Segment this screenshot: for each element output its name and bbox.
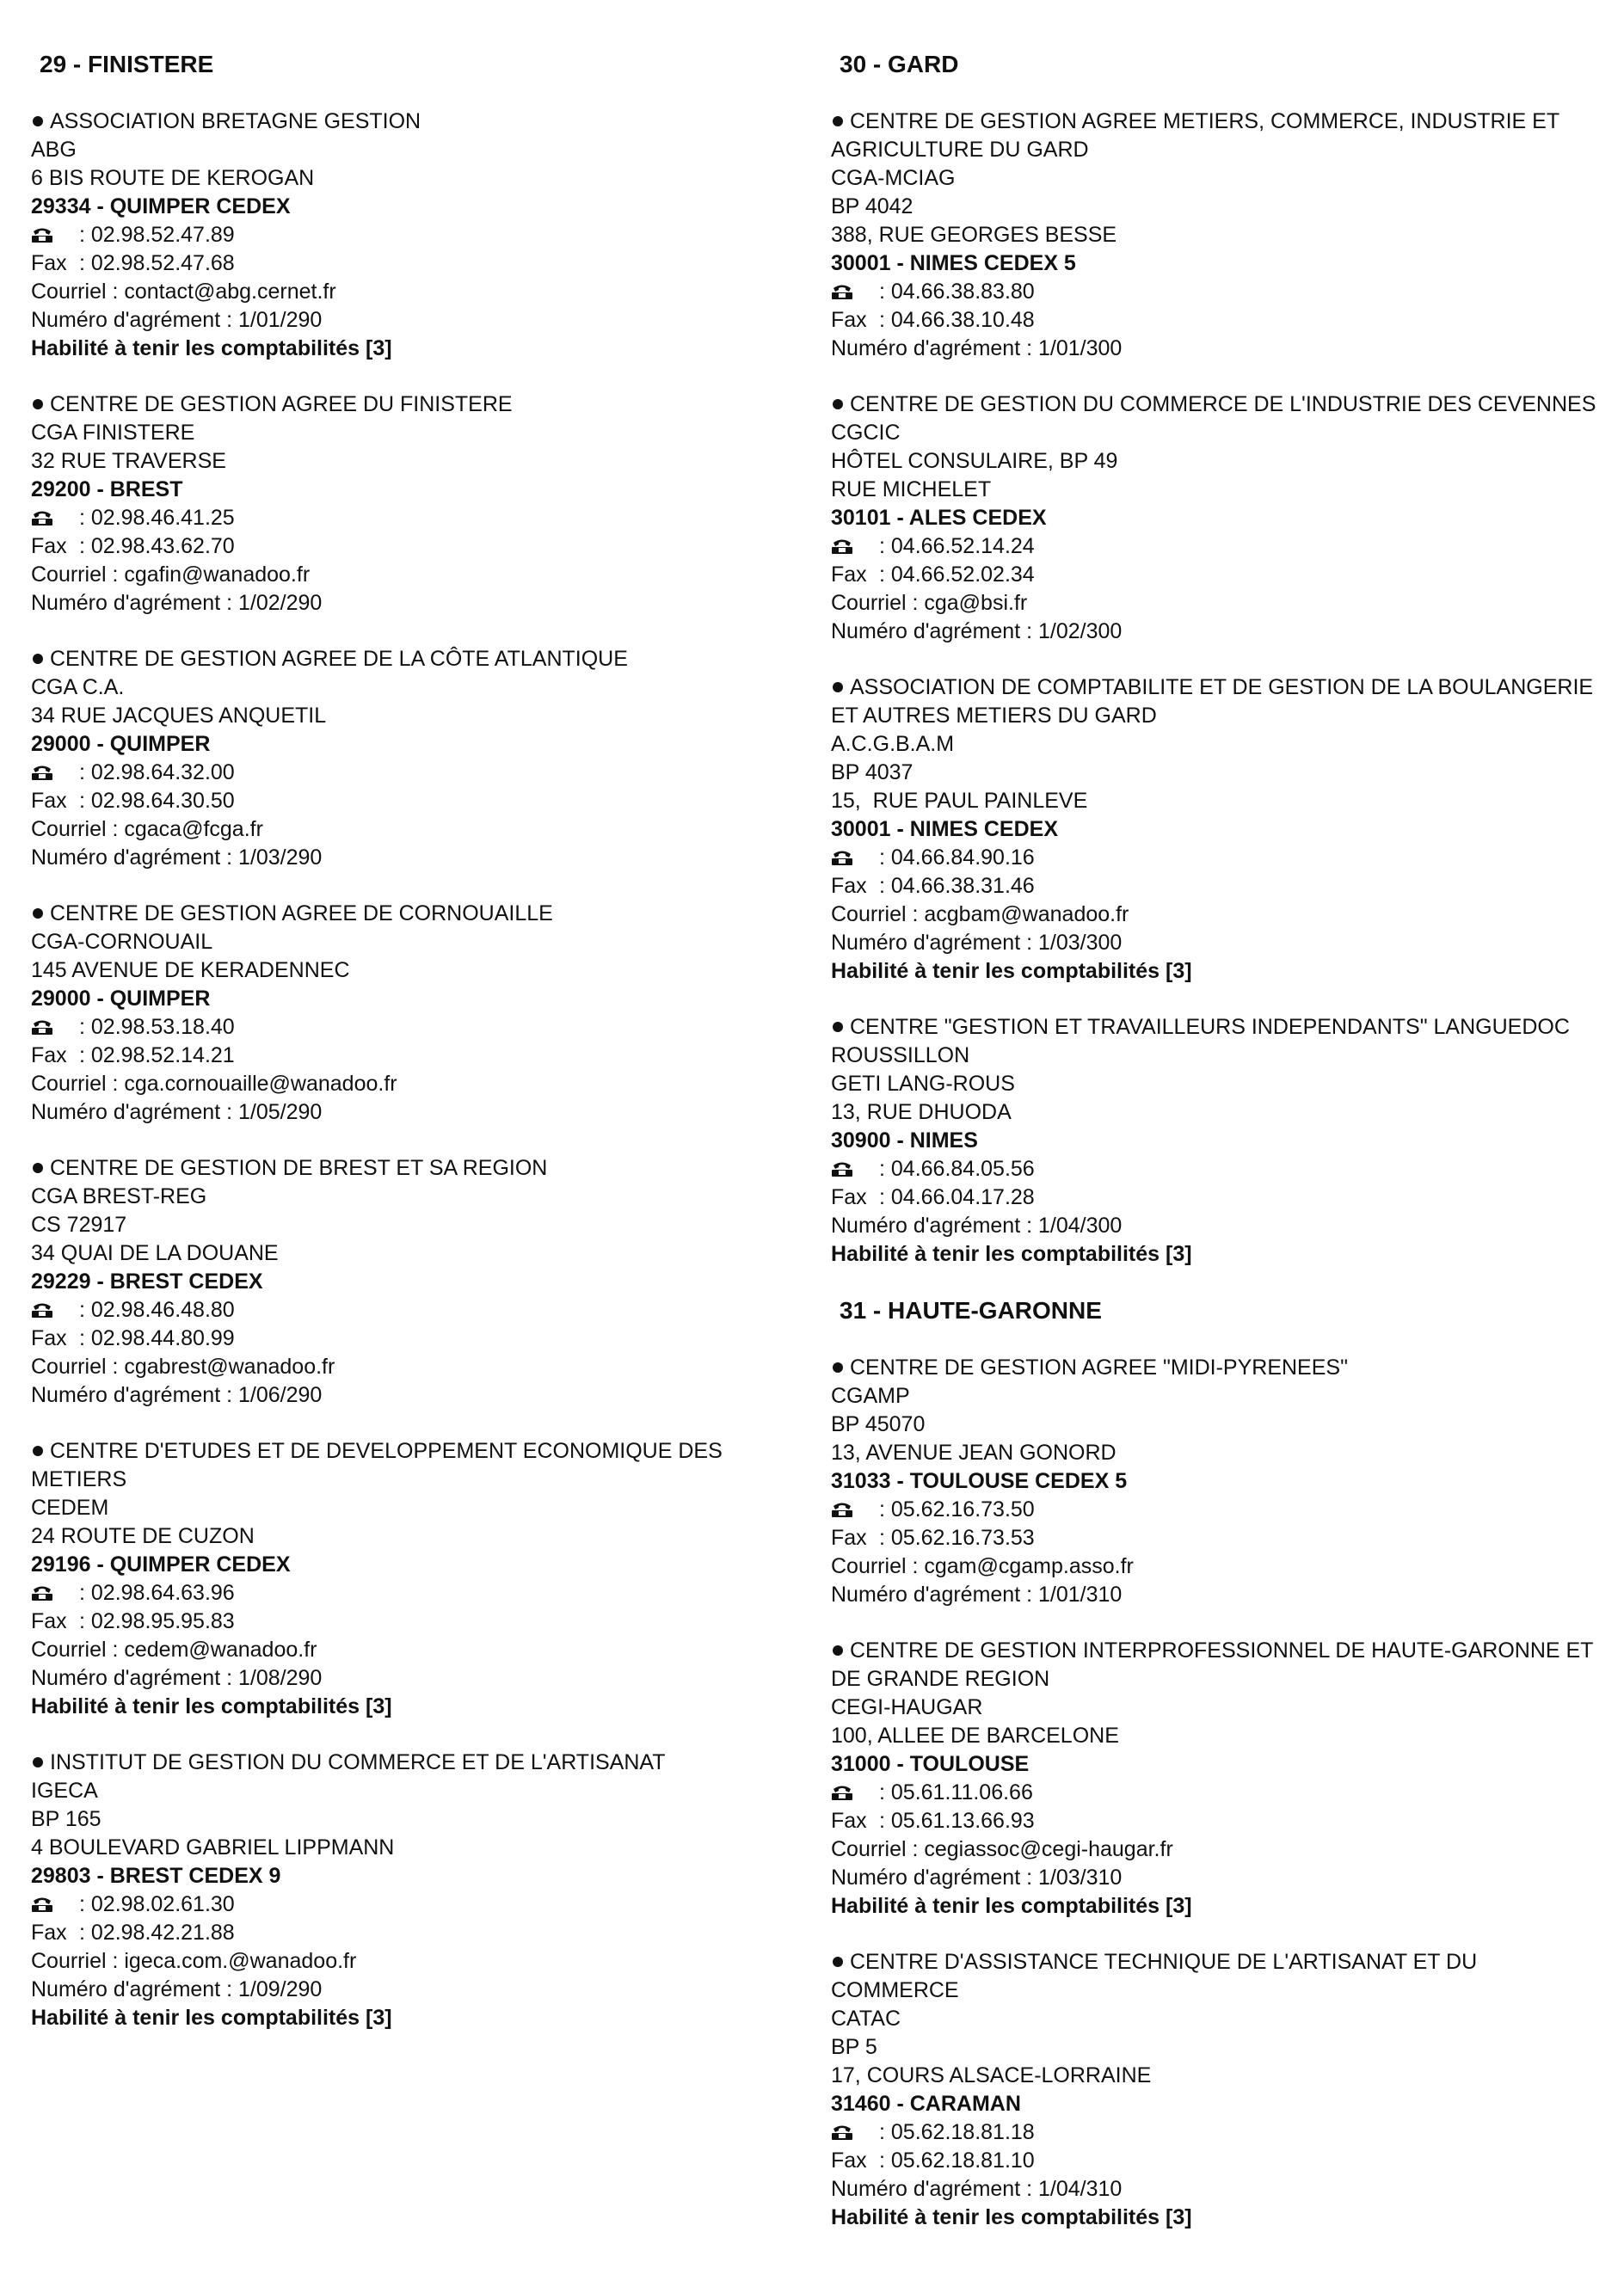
phone-number: : 05.62.18.81.18: [879, 2120, 1035, 2144]
fax-label: Fax: [831, 1809, 867, 1833]
phone-line: [31, 1296, 805, 1325]
telephone-icon: [831, 1155, 879, 1183]
fax-label: Fax: [831, 874, 867, 898]
fax-number: : 02.98.52.47.68: [79, 251, 235, 275]
address-line: 32 RUE TRAVERSE: [31, 449, 226, 473]
email-line: Courriel : contact@abg.cernet.fr: [31, 280, 336, 304]
directory-entry: [831, 1948, 1605, 2232]
agrement-number: Numéro d'agrément : 1/03/310: [831, 1866, 1123, 1890]
agrement-number: Numéro d'agrément : 1/06/290: [31, 1383, 323, 1407]
phone-line: [831, 1155, 1605, 1183]
phone-number: : 02.98.53.18.40: [79, 1015, 235, 1039]
postal-city: 29229 - BREST CEDEX: [31, 1269, 263, 1294]
entry-name-text: CENTRE DE GESTION AGREE DU FINISTERE: [50, 392, 513, 416]
address-line: CEGI-HAUGAR: [831, 1695, 983, 1719]
bullet-icon: [33, 116, 43, 126]
phone-number: : 05.62.16.73.50: [879, 1497, 1035, 1521]
fax-line: [831, 872, 1605, 901]
phone-number: : 04.66.84.05.56: [879, 1157, 1035, 1181]
fax-line: [831, 1524, 1605, 1552]
telephone-icon: [31, 759, 79, 787]
agrement-number: Numéro d'agrément : 1/04/310: [831, 2177, 1123, 2201]
entry-name-text: INSTITUT DE GESTION DU COMMERCE ET DE L'ARTISANAT: [50, 1750, 666, 1774]
fax-line: [31, 1608, 805, 1636]
entry-name-text: CENTRE "GESTION ET TRAVAILLEURS INDEPENDANTS" LANGUEDOC ROUSSILLON: [831, 1015, 1570, 1067]
directory-entry: [31, 1749, 805, 2032]
directory-entry: [831, 1354, 1605, 1609]
bullet-icon: [33, 399, 43, 409]
bullet-icon: [833, 1362, 843, 1373]
entry-name: [831, 390, 1605, 419]
fax-number: : 05.62.18.81.10: [879, 2149, 1035, 2173]
agrement-number: Numéro d'agrément : 1/01/290: [31, 308, 323, 332]
phone-number: : 02.98.46.41.25: [79, 506, 235, 530]
fax-label: Fax: [31, 534, 67, 558]
email-line: Courriel : igeca.com.@wanadoo.fr: [31, 1949, 357, 1973]
fax-line: [831, 1183, 1605, 1212]
phone-number: : 04.66.38.83.80: [879, 280, 1035, 304]
telephone-icon: [31, 1296, 79, 1325]
fax-number: : 04.66.52.02.34: [879, 562, 1035, 587]
agrement-number: Numéro d'agrément : 1/01/300: [831, 336, 1123, 360]
entry-name: [31, 1154, 805, 1183]
habilitation-note: Habilité à tenir les comptabilités [3]: [31, 1694, 392, 1718]
phone-line: [831, 532, 1605, 561]
postal-city: 29803 - BREST CEDEX 9: [31, 1864, 281, 1888]
address-line: IGECA: [31, 1779, 98, 1803]
email-line: Courriel : cga.cornouaille@wanadoo.fr: [31, 1072, 397, 1096]
address-line: 24 ROUTE DE CUZON: [31, 1524, 255, 1548]
address-line: 13, AVENUE JEAN GONORD: [831, 1441, 1116, 1465]
habilitation-note: Habilité à tenir les comptabilités [3]: [831, 2205, 1192, 2229]
entry-name-text: CENTRE D'ASSISTANCE TECHNIQUE DE L'ARTISANAT ET DU COMMERCE: [831, 1950, 1478, 2002]
address-line: CS 72917: [31, 1213, 127, 1237]
bullet-icon: [833, 116, 843, 126]
email-line: Courriel : cegiassoc@cegi-haugar.fr: [831, 1837, 1173, 1861]
fax-label: Fax: [831, 2149, 867, 2173]
address-line: 34 RUE JACQUES ANQUETIL: [31, 704, 327, 728]
address-line: GETI LANG-ROUS: [831, 1072, 1015, 1096]
entry-name-text: CENTRE D'ETUDES ET DE DEVELOPPEMENT ECONOMIQUE DES METIERS: [31, 1439, 723, 1491]
phone-number: : 02.98.64.32.00: [79, 760, 235, 784]
bullet-icon: [33, 908, 43, 919]
entry-name: [31, 390, 805, 419]
telephone-icon: [31, 1579, 79, 1608]
email-line: Courriel : cgabrest@wanadoo.fr: [31, 1355, 335, 1379]
phone-number: : 04.66.84.90.16: [879, 845, 1035, 870]
telephone-icon: [831, 1496, 879, 1524]
fax-label: Fax: [831, 562, 867, 587]
postal-city: 31033 - TOULOUSE CEDEX 5: [831, 1469, 1128, 1493]
email-line: Courriel : cga@bsi.fr: [831, 591, 1028, 615]
phone-line: [31, 1013, 805, 1042]
directory-entry: [831, 673, 1605, 986]
address-line: 100, ALLEE DE BARCELONE: [831, 1724, 1119, 1748]
address-line: BP 45070: [831, 1412, 926, 1436]
bullet-icon: [833, 399, 843, 409]
entry-name-text: CENTRE DE GESTION AGREE METIERS, COMMERCE, INDUSTRIE ET AGRICULTURE DU GARD: [831, 109, 1559, 162]
fax-number: : 02.98.44.80.99: [79, 1326, 235, 1350]
phone-number: : 02.98.46.48.80: [79, 1298, 235, 1322]
directory-entry: [31, 108, 805, 363]
habilitation-note: Habilité à tenir les comptabilités [3]: [831, 1894, 1192, 1918]
telephone-icon: [31, 1013, 79, 1042]
phone-line: [31, 1579, 805, 1608]
phone-line: [31, 221, 805, 249]
address-line: CGA-MCIAG: [831, 166, 956, 190]
phone-line: [31, 1890, 805, 1919]
address-line: 13, RUE DHUODA: [831, 1100, 1012, 1124]
telephone-icon: [831, 2118, 879, 2147]
address-line: 6 BIS ROUTE DE KEROGAN: [31, 166, 315, 190]
fax-line: [831, 306, 1605, 335]
directory-entry: [31, 645, 805, 872]
phone-number: : 02.98.02.61.30: [79, 1892, 235, 1916]
address-line: CGA-CORNOUAIL: [31, 930, 213, 954]
left-column: [31, 50, 805, 2060]
habilitation-note: Habilité à tenir les comptabilités [3]: [831, 959, 1192, 983]
fax-number: : 02.98.52.14.21: [79, 1043, 235, 1067]
fax-label: Fax: [31, 1609, 67, 1633]
phone-number: : 05.61.11.06.66: [879, 1780, 1033, 1804]
postal-city: 30101 - ALES CEDEX: [831, 506, 1047, 530]
habilitation-note: Habilité à tenir les comptabilités [3]: [31, 336, 392, 360]
entry-name: [31, 1437, 805, 1494]
bullet-icon: [833, 1957, 843, 1967]
phone-line: [831, 844, 1605, 872]
bullet-icon: [33, 1757, 43, 1767]
fax-label: Fax: [31, 1921, 67, 1945]
phone-number: : 02.98.52.47.89: [79, 223, 235, 247]
telephone-icon: [31, 221, 79, 249]
fax-label: Fax: [831, 1185, 867, 1209]
postal-city: 31000 - TOULOUSE: [831, 1752, 1030, 1776]
postal-city: 29196 - QUIMPER CEDEX: [31, 1552, 291, 1577]
postal-city: 31460 - CARAMAN: [831, 2092, 1021, 2116]
directory-entry: [831, 108, 1605, 363]
address-line: BP 4037: [831, 760, 914, 784]
address-line: 17, COURS ALSACE-LORRAINE: [831, 2063, 1152, 2087]
fax-label: Fax: [31, 251, 67, 275]
address-line: CGA C.A.: [31, 675, 125, 699]
phone-line: [831, 1496, 1605, 1524]
bullet-icon: [33, 1446, 43, 1456]
phone-line: [831, 1779, 1605, 1807]
bullet-icon: [833, 1022, 843, 1032]
telephone-icon: [31, 504, 79, 532]
postal-city: 30900 - NIMES: [831, 1128, 978, 1153]
agrement-number: Numéro d'agrément : 1/04/300: [831, 1214, 1123, 1238]
address-line: 15, RUE PAUL PAINLEVE: [831, 789, 1088, 813]
telephone-icon: [31, 1890, 79, 1919]
address-line: 4 BOULEVARD GABRIEL LIPPMANN: [31, 1835, 395, 1860]
email-line: Courriel : cgam@cgamp.asso.fr: [831, 1554, 1134, 1578]
entry-name-text: CENTRE DE GESTION DU COMMERCE DE L'INDUSTRIE DES CEVENNES: [850, 392, 1596, 416]
address-line: CGA BREST-REG: [31, 1184, 207, 1208]
habilitation-note: Habilité à tenir les comptabilités [3]: [831, 1242, 1192, 1266]
fax-number: : 04.66.38.10.48: [879, 308, 1035, 332]
entry-name-text: CENTRE DE GESTION AGREE DE CORNOUAILLE: [50, 901, 553, 925]
agrement-number: Numéro d'agrément : 1/08/290: [31, 1666, 323, 1690]
phone-number: : 02.98.64.63.96: [79, 1581, 235, 1605]
fax-number: : 02.98.42.21.88: [79, 1921, 235, 1945]
phone-line: [831, 2118, 1605, 2147]
directory-entry: [31, 1154, 805, 1410]
telephone-icon: [831, 844, 879, 872]
email-line: Courriel : cgaca@fcga.fr: [31, 817, 263, 841]
fax-line: [31, 1325, 805, 1353]
phone-number: : 04.66.52.14.24: [879, 534, 1035, 558]
fax-number: : 04.66.38.31.46: [879, 874, 1035, 898]
email-line: Courriel : cgafin@wanadoo.fr: [31, 562, 311, 587]
address-line: HÔTEL CONSULAIRE, BP 49: [831, 449, 1118, 473]
entry-name: [31, 900, 805, 928]
postal-city: 30001 - NIMES CEDEX: [831, 817, 1058, 841]
directory-entry: [831, 1013, 1605, 1269]
agrement-number: Numéro d'agrément : 1/02/290: [31, 591, 323, 615]
right-column: [831, 50, 1605, 2259]
entry-name: [831, 108, 1605, 164]
habilitation-note: Habilité à tenir les comptabilités [3]: [31, 2006, 392, 2030]
bullet-icon: [833, 682, 843, 692]
fax-number: : 02.98.95.95.83: [79, 1609, 235, 1633]
fax-number: : 02.98.64.30.50: [79, 789, 235, 813]
agrement-number: Numéro d'agrément : 1/01/310: [831, 1583, 1123, 1607]
telephone-icon: [831, 278, 879, 306]
department-heading: 30 - GARD: [840, 51, 959, 77]
fax-line: [31, 787, 805, 815]
address-line: CGAMP: [831, 1384, 910, 1408]
agrement-number: Numéro d'agrément : 1/05/290: [31, 1100, 323, 1124]
address-line: CGA FINISTERE: [31, 421, 195, 445]
department-heading: 31 - HAUTE-GARONNE: [840, 1297, 1102, 1324]
phone-line: [31, 504, 805, 532]
entry-name-text: ASSOCIATION BRETAGNE GESTION: [50, 109, 421, 133]
address-line: RUE MICHELET: [831, 477, 992, 501]
entry-name: [31, 645, 805, 673]
agrement-number: Numéro d'agrément : 1/09/290: [31, 1977, 323, 2001]
fax-line: [831, 1807, 1605, 1835]
address-line: 145 AVENUE DE KERADENNEC: [31, 958, 350, 982]
directory-entry: [831, 1637, 1605, 1921]
directory-entry: [31, 900, 805, 1127]
postal-city: 30001 - NIMES CEDEX 5: [831, 251, 1076, 275]
fax-label: Fax: [31, 1326, 67, 1350]
address-line: BP 165: [31, 1807, 102, 1831]
fax-line: [831, 561, 1605, 589]
telephone-icon: [831, 1779, 879, 1807]
postal-city: 29200 - BREST: [31, 477, 183, 501]
address-line: CGCIC: [831, 421, 901, 445]
entry-name: [831, 1637, 1605, 1694]
entry-name-text: CENTRE DE GESTION INTERPROFESSIONNEL DE HAUTE-GARONNE ET DE GRANDE REGION: [831, 1638, 1594, 1691]
fax-label: Fax: [31, 789, 67, 813]
postal-city: 29000 - QUIMPER: [31, 732, 211, 756]
fax-label: Fax: [831, 308, 867, 332]
agrement-number: Numéro d'agrément : 1/03/300: [831, 931, 1123, 955]
agrement-number: Numéro d'agrément : 1/02/300: [831, 619, 1123, 643]
bullet-icon: [33, 1163, 43, 1173]
fax-number: : 05.62.16.73.53: [879, 1526, 1035, 1550]
email-line: Courriel : acgbam@wanadoo.fr: [831, 902, 1129, 926]
address-line: ABG: [31, 138, 77, 162]
address-line: CEDEM: [31, 1496, 109, 1520]
fax-label: Fax: [831, 1526, 867, 1550]
entry-name-text: ASSOCIATION DE COMPTABILITE ET DE GESTION DE LA BOULANGERIE ET AUTRES METIERS DU GARD: [831, 675, 1594, 728]
entry-name: [31, 108, 805, 136]
bullet-icon: [833, 1645, 843, 1656]
address-line: 388, RUE GEORGES BESSE: [831, 223, 1117, 247]
fax-line: [31, 1042, 805, 1070]
telephone-icon: [831, 532, 879, 561]
fax-line: [31, 249, 805, 278]
address-line: 34 QUAI DE LA DOUANE: [31, 1241, 279, 1265]
postal-city: 29000 - QUIMPER: [31, 987, 211, 1011]
address-line: A.C.G.B.A.M: [831, 732, 955, 756]
fax-number: : 05.61.13.66.93: [879, 1809, 1035, 1833]
fax-line: [31, 1919, 805, 1947]
directory-entry: [831, 390, 1605, 646]
fax-line: [831, 2147, 1605, 2175]
postal-city: 29334 - QUIMPER CEDEX: [31, 194, 291, 218]
entry-name-text: CENTRE DE GESTION AGREE "MIDI-PYRENEES": [850, 1356, 1348, 1380]
address-line: BP 5: [831, 2035, 877, 2059]
fax-number: : 04.66.04.17.28: [879, 1185, 1035, 1209]
entry-name: [831, 1354, 1605, 1382]
entry-name-text: CENTRE DE GESTION DE BREST ET SA REGION: [50, 1156, 548, 1180]
department-heading: 29 - FINISTERE: [40, 51, 214, 77]
entry-name: [31, 1749, 805, 1777]
address-line: CATAC: [831, 2007, 901, 2031]
entry-name: [831, 1013, 1605, 1070]
directory-entry: [31, 390, 805, 618]
phone-line: [31, 759, 805, 787]
address-line: BP 4042: [831, 194, 914, 218]
email-line: Courriel : cedem@wanadoo.fr: [31, 1638, 317, 1662]
phone-line: [831, 278, 1605, 306]
entry-name: [831, 673, 1605, 730]
bullet-icon: [33, 654, 43, 664]
entry-name-text: CENTRE DE GESTION AGREE DE LA CÔTE ATLANTIQUE: [50, 647, 628, 671]
fax-number: : 02.98.43.62.70: [79, 534, 235, 558]
directory-entry: [31, 1437, 805, 1721]
agrement-number: Numéro d'agrément : 1/03/290: [31, 845, 323, 870]
fax-line: [31, 532, 805, 561]
fax-label: Fax: [31, 1043, 67, 1067]
entry-name: [831, 1948, 1605, 2005]
